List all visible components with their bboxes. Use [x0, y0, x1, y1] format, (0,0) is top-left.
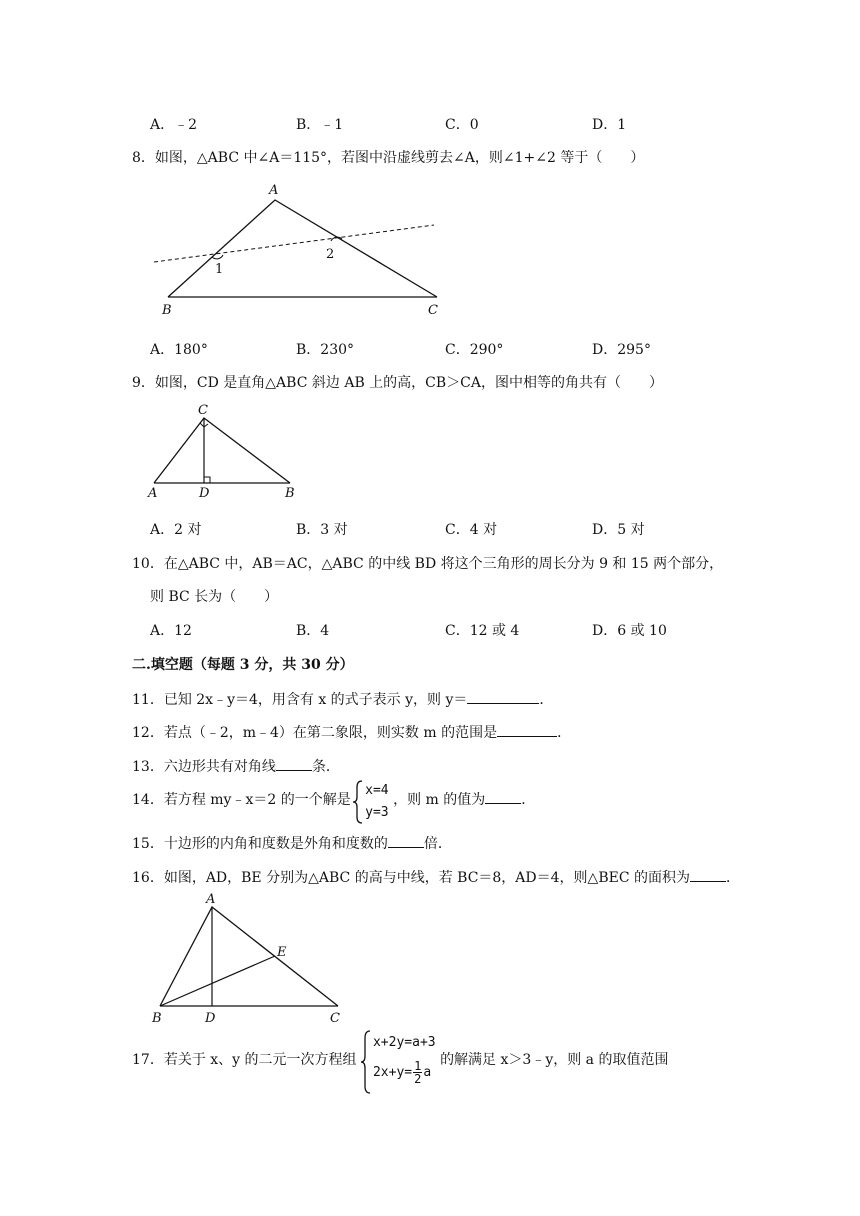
q14-system: [353, 780, 388, 824]
q14-end: ．: [521, 792, 536, 808]
q14-brace-icon: [353, 780, 363, 824]
q10-option-c: C．12 或 4: [445, 623, 520, 639]
q17-brace-icon: [361, 1030, 371, 1094]
q17-frac-denominator: 2: [414, 1072, 422, 1086]
q16-label-a: A: [206, 893, 216, 907]
q13-answer-blank[interactable]: [276, 756, 312, 771]
q10-options: [150, 620, 710, 642]
q10-option-b: B．4: [296, 623, 330, 639]
q17-eq2-right: a: [423, 1065, 432, 1080]
q16: [132, 867, 740, 887]
section-2-heading: 二.填空题（每题 3 分，共 30 分）: [132, 657, 354, 673]
q8-label-a: A: [269, 183, 279, 198]
q15-answer-blank[interactable]: [388, 833, 424, 848]
q14-mid: ，则 m 的值为: [393, 792, 486, 808]
q8-label-b: B: [162, 303, 172, 318]
q9-option-a: A．2 对: [150, 522, 202, 538]
q8-option-a: A．180°: [150, 342, 208, 358]
q12: [132, 722, 571, 742]
q17-eq1: x+2y=a+3: [372, 1035, 436, 1050]
q11-text: 11．已知 2x﹣y＝4，用含有 x 的式子表示 y，则 y＝: [132, 692, 468, 708]
q9-label-a: A: [148, 486, 158, 501]
q9-label-b: B: [285, 486, 295, 501]
q7-option-c: C．0: [445, 117, 479, 133]
q8-label-1: 1: [215, 262, 224, 277]
q12-answer-blank[interactable]: [497, 722, 557, 737]
q15-end: 倍．: [423, 836, 452, 852]
q14-eq1: x=4: [365, 783, 389, 798]
q17: [132, 1030, 668, 1094]
q8-option-b: B．230°: [296, 342, 355, 358]
q16-figure: [140, 893, 355, 1028]
q10-stem-line1: 10．在△ABC 中，AB＝AC，△ABC 的中线 BD 将这个三角形的周长分为 9 和 15 两个部分，: [132, 556, 724, 572]
q12-text: 12．若点（﹣2，m﹣4）在第二象限，则实数 m 的范围是: [132, 725, 498, 741]
q13: [132, 756, 340, 776]
q7-option-a: A．﹣2: [150, 117, 198, 133]
q17-eq2: [373, 1056, 436, 1090]
q14-answer-blank[interactable]: [485, 789, 521, 804]
q16-label-d: D: [205, 1011, 216, 1026]
q8-stem: 8．如图，△ABC 中∠A＝115°，若图中沿虚线剪去∠A，则∠1+∠2 等于（ ）: [132, 150, 645, 166]
q13-end: 条．: [311, 759, 340, 775]
q14-eq2: y=3: [365, 805, 389, 820]
q9-label-c: C: [198, 403, 208, 418]
q14: [132, 780, 535, 828]
q17-end: 的解满足 x＞3﹣y，则 a 的取值范围: [440, 1052, 669, 1068]
q7-option-b: B．﹣1: [296, 117, 344, 133]
q16-text: 16．如图，AD，BE 分别为△ABC 的高与中线，若 BC＝8，AD＝4，则△BEC 的面积为: [132, 870, 690, 886]
q9-option-c: C．4 对: [445, 522, 498, 538]
q10-stem-line2: 则 BC 长为（ ）: [150, 589, 279, 605]
q16-label-e: E: [277, 945, 287, 960]
q9-label-d: D: [199, 486, 210, 501]
q11-end: ．: [539, 692, 554, 708]
q8-options: [150, 339, 710, 361]
q11-answer-blank[interactable]: [467, 689, 539, 704]
q10-option-a: A．12: [150, 623, 192, 639]
q7-options: [150, 114, 710, 136]
q17-fraction: [413, 1060, 422, 1085]
q16-label-b: B: [152, 1011, 162, 1026]
q12-end: ．: [557, 725, 572, 741]
q16-label-c: C: [330, 1011, 340, 1026]
q17-system: [361, 1030, 436, 1090]
q7-option-d: D．1: [592, 117, 627, 133]
q8-figure: [140, 180, 450, 320]
q17-eq2-left: 2x+y=: [372, 1065, 413, 1080]
q9-option-b: B．3 对: [296, 522, 348, 538]
q9-stem: 9．如图，CD 是直角△ABC 斜边 AB 上的高，CB＞CA，图中相等的角共有（ ）: [132, 375, 664, 391]
q15: [132, 833, 452, 853]
q9-figure: [140, 400, 310, 502]
q17-frac-numerator: 1: [414, 1059, 422, 1073]
q14-text: 14．若方程 my﹣x＝2 的一个解是: [132, 792, 351, 808]
q16-end: ．: [726, 870, 740, 886]
q11: [132, 689, 553, 709]
q8-label-2: 2: [326, 247, 335, 262]
q9-option-d: D．5 对: [592, 522, 645, 538]
q8-option-d: D．295°: [592, 342, 651, 358]
q15-text: 15．十边形的内角和度数是外角和度数的: [132, 836, 388, 852]
q13-text: 13．六边形共有对角线: [132, 759, 276, 775]
q10-option-d: D．6 或 10: [592, 623, 667, 639]
q8-label-c: C: [428, 303, 438, 318]
q8-option-c: C．290°: [445, 342, 504, 358]
q17-text: 17．若关于 x、y 的二元一次方程组: [132, 1052, 357, 1068]
q16-answer-blank[interactable]: [690, 867, 726, 882]
q9-options: [150, 519, 710, 541]
